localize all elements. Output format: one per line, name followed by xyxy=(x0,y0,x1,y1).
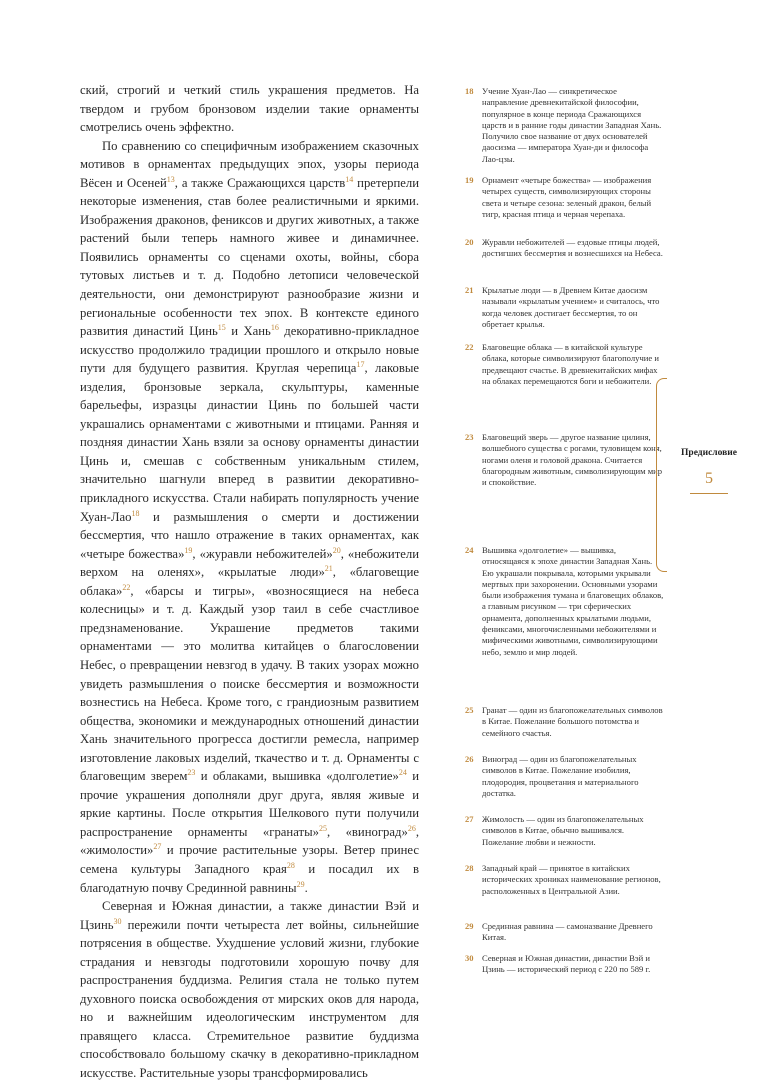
footnote-text: Западный край — принятое в китайских исторических хрониках наименование регионов, расположенных в Центральной Азии. xyxy=(482,863,661,896)
footnote-ref[interactable]: 23 xyxy=(187,768,196,777)
footnote-text: Виноград — один из благопожелательных символов в Китае. Пожелание изобилия, плодородия, процветания и материального достатка. xyxy=(482,754,639,798)
footnote-number: 19 xyxy=(465,175,474,185)
text-run: и размышления о смерти и достижении бессмертия, что нашло отражение в таких орнаментах, как «четыре божества» xyxy=(80,509,419,561)
text-run: , «барсы и тигры», «возносящиеся на небеса колесницы» и т. д. Каждый узор таил в себе счастливое предзнаменование. Украшение предметов такими орнаментами — это молитва китайцев о благословении Небес, о превращении невзгод в удачу. В таких узорах можно увидеть размышления о поиске бессмертия и возможности вознестись на Небеса. Кроме того, с грандиозным развитием общества, экономики и международных отношений династии Хань значительного прогресса достигли ремесла, например изготовление лаковых изделий, ткачество и т. д. Орнаменты с благовещим зверем xyxy=(80,583,419,784)
footnote-ref[interactable]: 27 xyxy=(153,842,162,852)
footnote-ref[interactable]: 29 xyxy=(296,879,305,889)
footnote-number: 20 xyxy=(465,237,474,247)
footnote-text: Крылатые люди — в Древнем Китае даосизм называли «крылатым учением» и считалось, что когда человек достигает бессмертия, то он обретает крылья. xyxy=(482,285,660,329)
footnote-number: 18 xyxy=(465,86,474,96)
footnote-number: 28 xyxy=(465,863,474,873)
body-paragraph xyxy=(80,137,419,897)
footnote-text: Благовещие облака — в китайской культуре облака, которые символизируют благополучие и предвещают счастье. В древнекитайских мифах на облаках перемещаются боги и небожители. xyxy=(482,342,659,386)
footnote-number: 26 xyxy=(465,754,474,764)
text-run: и прочие растительные узоры. Ветер принес семена культуры Западного края xyxy=(80,843,419,876)
footnote-ref[interactable]: 16 xyxy=(270,322,279,332)
text-run: . xyxy=(304,880,308,895)
text-run: , «жимолости» xyxy=(80,824,419,858)
footnote xyxy=(465,285,665,330)
text-run: , «журавли небожителей» xyxy=(192,546,333,561)
footnote-number: 27 xyxy=(465,814,474,824)
main-text xyxy=(80,81,419,1083)
footnote-ref[interactable]: 17 xyxy=(356,359,365,369)
footnote-ref[interactable]: 26 xyxy=(407,823,416,833)
page-number-rule xyxy=(690,493,728,494)
footnote-number: 21 xyxy=(465,285,474,295)
body-paragraph xyxy=(80,81,419,137)
text-run: , а также Сражающихся царств xyxy=(174,175,346,190)
footnote-text: Благовещий зверь — другое название цилиня, волшебного существа с рогами, туловищем коня, ногами оленя и головой дракона. Считается благородным животным, символизирующим мир и спокойствие. xyxy=(482,432,663,488)
footnote-ref[interactable]: 14 xyxy=(345,174,354,184)
section-bracket xyxy=(656,378,667,572)
footnote-text: Вышивка «долголетие» — вышивка, относящаяся к эпохе династии Западная Хань. Ею украшали покрывала, которыми укрывали мертвых при захоронении. Основными узорами были изображения тумана и благовещих облаков, а главным рисунком — три сферических орнамента, дополненных крылатыми людьми, фениксами, многочисленными небожителями и мифическими животными, символизирующими небо, землю и мир людей. xyxy=(482,545,664,657)
footnote-ref[interactable]: 15 xyxy=(217,322,226,332)
text-run: По сравнению со специфичным изображением сказочных мотивов в орнаментах предыдущих эпох, узоры периода Вёсен и Осеней xyxy=(80,138,419,190)
footnote-number: 24 xyxy=(465,545,474,555)
footnote xyxy=(465,953,665,976)
section-label: Предисловие xyxy=(681,448,737,458)
footnote-number: 25 xyxy=(465,705,474,715)
text-run: ский, строгий и четкий стиль украшения предметов. На твердом и грубом бронзовом изделии такие орнаменты смотрелись очень эффектно. xyxy=(80,83,419,135)
footnote-number: 22 xyxy=(465,342,474,352)
footnote-ref[interactable]: 24 xyxy=(398,768,407,777)
footnote xyxy=(465,754,665,799)
text-run: , лаковые изделия, бронзовые зеркала, скульптуры, каменные барельефы, изразцы династии Цинь по большей части украшались орнаментами с животными и птицами. Ранняя и поздняя династии Хань взяли за основу орнаменты династии Цинь и, смешав с собственным уникальным стилем, значительно шагнули вперед в развитии декоративно-прикладного искусства. Стали набирать популярность учение Хуан-Лао xyxy=(80,361,419,524)
text-run: декоративно-прикладное искусство продолжило традиции прошлого и открыло новые пути для будущего развития. Круглая черепица xyxy=(80,324,419,376)
footnote xyxy=(465,545,665,658)
footnote xyxy=(465,237,665,260)
footnote-ref[interactable]: 18 xyxy=(131,508,140,518)
footnote-ref[interactable]: 20 xyxy=(332,545,341,555)
footnote-ref[interactable]: 21 xyxy=(324,563,333,573)
footnote xyxy=(465,175,665,220)
footnote xyxy=(465,921,665,944)
text-run: пережили почти четыреста лет войны, сильнейшие потрясения в обществе. Ухудшение условий жизни, глубокие страдания и невзгоды подготовили хорошую почву для распространения буддизма. Религия стала не только путем духовного поиска освобождения от мирских оков для народа, но и важнейшим идеологическим инструментом для правящего класса. Стремительное развитие буддизма способствовало большому скачку в декоративно-прикладном искусстве. Растительные узоры трансформировались xyxy=(80,917,419,1080)
text-run: и облаками, вышивка «долголетие» xyxy=(195,769,399,784)
text-run: , «виноград» xyxy=(326,824,408,839)
footnote xyxy=(465,86,665,165)
footnote-number: 23 xyxy=(465,432,474,442)
text-run: Северная и Южная династии, а также династии Вэй и Цзинь xyxy=(80,899,419,932)
footnote-ref[interactable]: 25 xyxy=(318,823,327,833)
text-run: и прочие украшения дополняли друг друга, являя живые и яркие картины. После открытия Шелкового пути получили распространение орнаменты «гранаты» xyxy=(80,769,419,839)
text-run: , «небожители верхом на оленях», «крылатые люди» xyxy=(80,546,419,580)
footnote-text: Гранат — один из благопожелательных символов в Китае. Пожелание большого потомства и семейного счастья. xyxy=(482,705,663,738)
footnote xyxy=(465,432,665,488)
text-run: претерпели некоторые изменения, став более реалистичными и яркими. Изображения драконов, фениксов и других животных, а также растений были теперь намного живее и динамичнее. Появились орнаменты со сценами охоты, войны, сбора тутовых листьев и т. д. Подобно летописи человеческой деятельности, они демонстрируют разнообразие жизни и региональные особенности тех эпох. В контексте единого развития династий Цинь xyxy=(80,175,420,339)
footnote xyxy=(465,342,665,387)
footnote-text: Жимолость — один из благопожелательных символов в Китае, обычно вышивался. Пожелание любви и нежности. xyxy=(482,814,644,847)
footnote xyxy=(465,705,665,739)
footnote-text: Учение Хуан-Лао — синкретическое направление древнекитайской философии, популярное в конце периода Сражающихся царств и в ранние годы династии Западная Хань. Получило свое название от двух основателей даосизма — императора Хуан-ди и философа Лао-цзы. xyxy=(482,86,662,164)
footnote-number: 29 xyxy=(465,921,474,931)
footnote-ref[interactable]: 28 xyxy=(286,860,295,870)
text-run: и Хань xyxy=(225,324,271,339)
footnote xyxy=(465,814,665,848)
footnote-number: 30 xyxy=(465,953,474,963)
footnote-text: Журавли небожителей — ездовые птицы людей, достигших бессмертия и вознесшихся на Небеса. xyxy=(482,237,663,259)
footnote-ref[interactable]: 19 xyxy=(184,545,193,555)
footnote xyxy=(465,863,665,897)
text-run: и посадил их в благодатную почву Срединной равнины xyxy=(80,861,420,895)
footnote-text: Орнамент «четыре божества» — изображения четырех существ, символизирующих стороны света и четыре сезона: зеленый дракон, белый тигр, красная птица и черная черепаха. xyxy=(482,175,652,219)
page-number: 5 xyxy=(705,470,713,487)
footnote-ref[interactable]: 30 xyxy=(113,916,122,926)
footnote-text: Срединная равнина — самоназвание Древнего Китая. xyxy=(482,921,653,943)
footnote-ref[interactable]: 22 xyxy=(122,582,131,592)
body-paragraph xyxy=(80,897,419,1082)
footnote-text: Северная и Южная династии, династии Вэй и Цзинь — исторический период с 220 по 589 г. xyxy=(482,953,651,975)
footnote-ref[interactable]: 13 xyxy=(166,174,175,184)
text-run: , «благовещие облака» xyxy=(80,565,419,598)
